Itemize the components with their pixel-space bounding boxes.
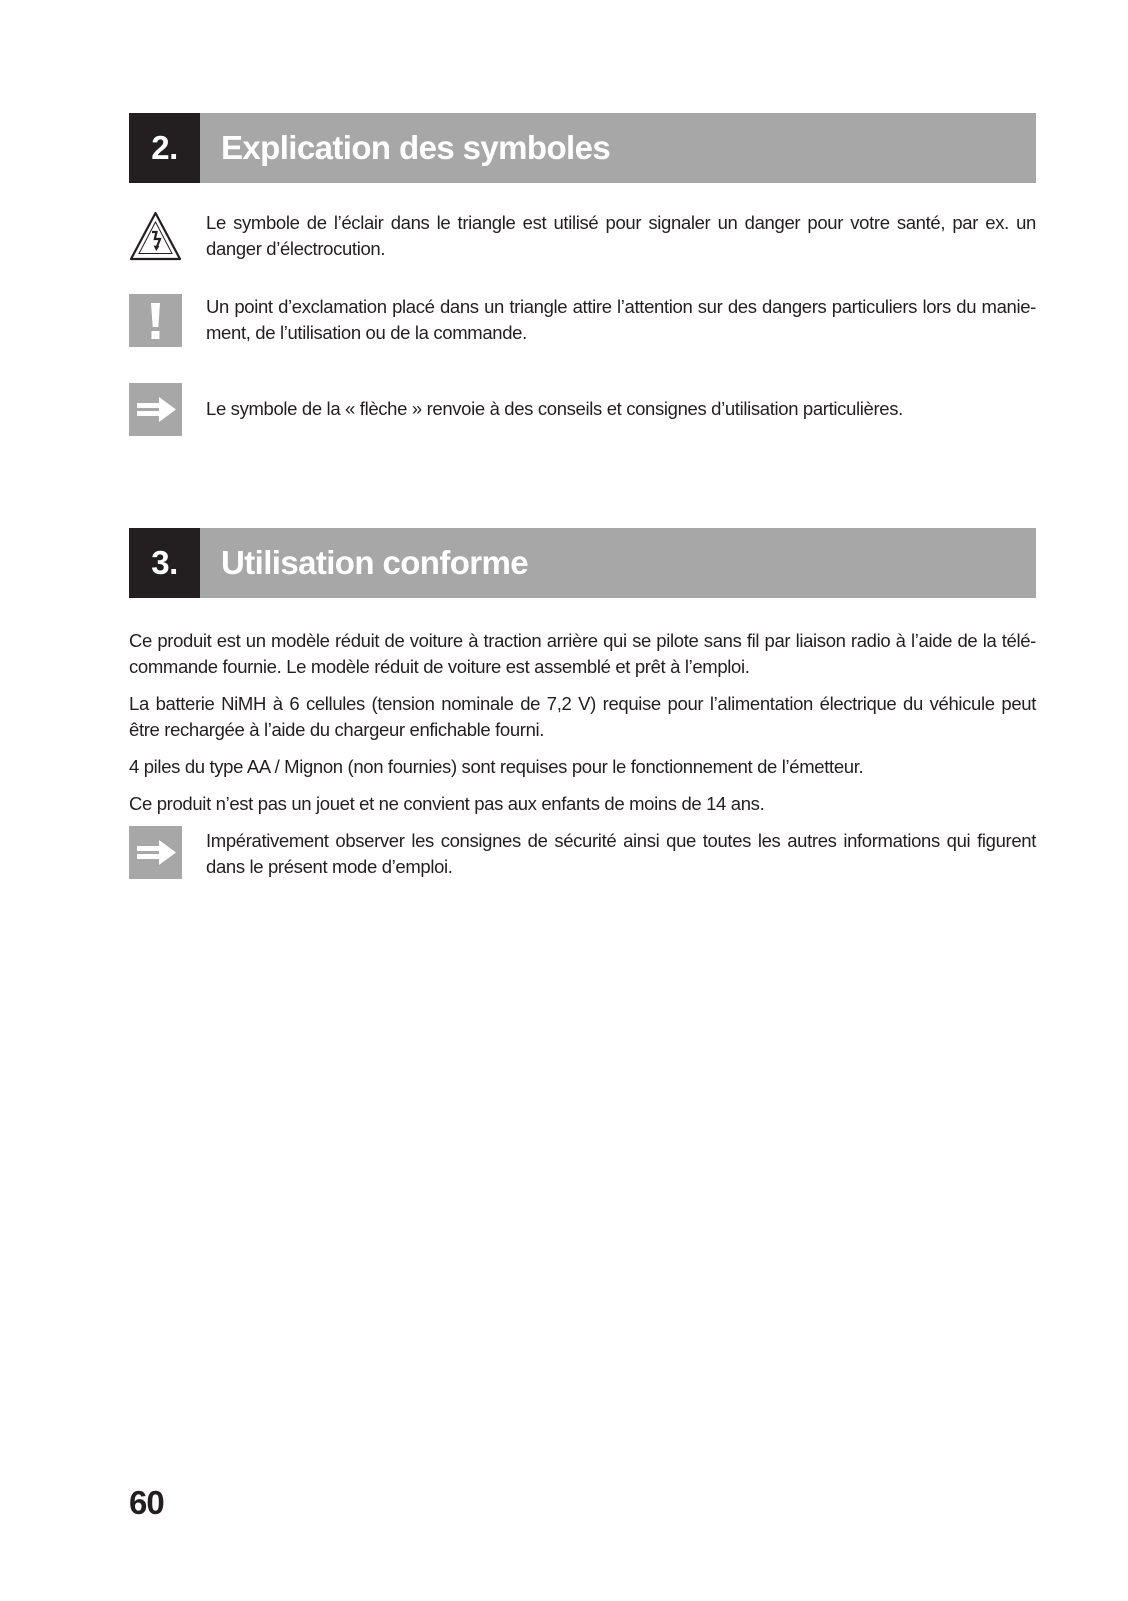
- section-2-header: [129, 113, 1036, 183]
- symbol-row-lightning: [129, 210, 1036, 266]
- symbol-text-lightning: Le symbole de l’éclair dans le triangle est utilisé pour signaler un danger pour votre santé, par ex. un danger d’électrocution.: [206, 212, 1036, 259]
- note-row-safety: [129, 826, 1036, 882]
- section-2-title: Explication des symboles: [200, 113, 1036, 183]
- section-2-number: 2.: [129, 113, 200, 183]
- symbol-text-arrow: Le symbole de la « flèche » renvoie à des conseils et consignes d’utilisation particulières.: [206, 398, 903, 419]
- symbol-row-arrow: [129, 383, 1036, 439]
- symbol-text-exclamation: Un point d’exclamation placé dans un triangle attire l’attention sur des dangers particuliers lors du manie-ment, de l’utilisation ou de la commande.: [206, 296, 1036, 343]
- paragraph-description: Ce produit est un modèle réduit de voiture à traction arrière qui se pilote sans fil par liaison radio à l’aide de la télé-commande fournie. Le modèle réduit de voiture est assemblé et prêt à l’emploi.: [129, 630, 1036, 677]
- arrow-right-icon: [129, 826, 182, 879]
- section-3-number: 3.: [129, 528, 200, 598]
- note-text-safety: Impérativement observer les consignes de sécurité ainsi que toutes les autres informations qui figurent dans le présent mode d’emploi.: [206, 830, 1036, 877]
- exclamation-icon: [129, 294, 182, 347]
- symbol-row-exclamation: [129, 294, 1036, 350]
- arrow-right-icon: [129, 383, 182, 436]
- paragraph-battery: La batterie NiMH à 6 cellules (tension nominale de 7,2 V) requise pour l’alimentation électrique du véhicule peut être rechargée à l’aide du chargeur enfichable fourni.: [129, 693, 1036, 740]
- section-3-title: Utilisation conforme: [200, 528, 1036, 598]
- paragraph-batteries-transmitter: 4 piles du type AA / Mignon (non fournies) sont requises pour le fonctionnement de l’émetteur.: [129, 756, 864, 777]
- paragraph-age-warning: Ce produit n’est pas un jouet et ne convient pas aux enfants de moins de 14 ans.: [129, 793, 765, 814]
- page-number: 60: [129, 1484, 164, 1521]
- section-3-header: [129, 528, 1036, 598]
- lightning-triangle-icon: [129, 210, 182, 263]
